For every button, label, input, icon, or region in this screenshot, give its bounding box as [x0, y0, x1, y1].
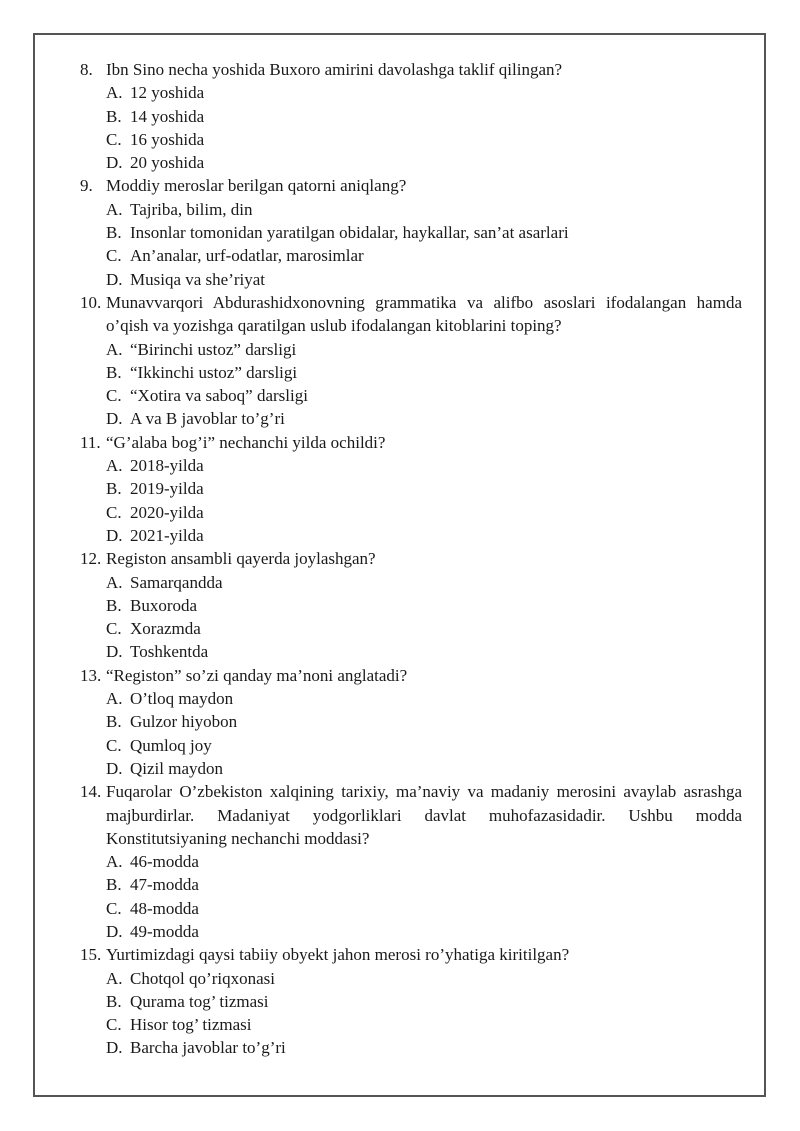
option-letter: C.: [106, 735, 122, 755]
option-text: 20 yoshida: [130, 153, 205, 173]
option-letter: A.: [106, 968, 123, 988]
option-letter: B.: [106, 223, 122, 243]
option-text: “Xotira va saboq” darsligi: [130, 386, 308, 406]
question-15: [80, 943, 742, 1059]
option-letter: C.: [106, 246, 122, 266]
option-letter: B.: [106, 875, 122, 895]
option-c: [80, 501, 742, 524]
option-c: [80, 617, 742, 640]
question-13: [80, 664, 742, 780]
option-b: [80, 221, 742, 244]
question-line: [80, 664, 742, 687]
option-letter: A.: [106, 199, 123, 219]
option-text: Toshkentda: [130, 642, 209, 662]
option-letter: A.: [106, 339, 123, 359]
option-letter: C.: [106, 386, 122, 406]
option-d: [80, 1036, 742, 1059]
option-d: [80, 151, 742, 174]
option-text: “Ikkinchi ustoz” darsligi: [130, 362, 298, 382]
option-text: Insonlar tomonidan yaratilgan obidalar, haykallar, san’at asarlari: [130, 223, 569, 243]
option-text: Tajriba, bilim, din: [130, 199, 253, 219]
option-text: Hisor tog’ tizmasi: [130, 1015, 252, 1035]
option-b: [80, 990, 742, 1013]
option-text: 48-modda: [130, 898, 199, 918]
option-d: [80, 757, 742, 780]
option-text: Gulzor hiyobon: [130, 712, 238, 732]
option-a: [80, 338, 742, 361]
option-b: [80, 477, 742, 500]
question-text: Moddiy meroslar berilgan qatorni aniqlang?: [106, 176, 407, 196]
question-number: 10.: [80, 292, 102, 312]
option-letter: A.: [106, 852, 123, 872]
option-letter: A.: [106, 572, 123, 592]
question-14: [80, 780, 742, 943]
question-line: [80, 291, 742, 338]
question-text: Ibn Sino necha yoshida Buxoro amirini davolashga taklif qilingan?: [106, 60, 563, 79]
option-letter: C.: [106, 619, 122, 639]
option-text: 2020-yilda: [130, 502, 204, 522]
question-number: 9.: [80, 176, 93, 196]
option-letter: B.: [106, 479, 122, 499]
option-text: Qumloq joy: [130, 735, 212, 755]
option-letter: D.: [106, 269, 123, 289]
option-letter: C.: [106, 129, 122, 149]
option-b: [80, 873, 742, 896]
option-letter: B.: [106, 712, 122, 732]
option-letter: D.: [106, 525, 123, 545]
option-text: Qurama tog’ tizmasi: [130, 991, 269, 1011]
option-text: O’tloq maydon: [130, 689, 234, 709]
question-text: Yurtimizdagi qaysi tabiiy obyekt jahon merosi ro’yhatiga kiritilgan?: [106, 945, 570, 965]
option-d: [80, 407, 742, 430]
option-b: [80, 594, 742, 617]
option-text: 49-modda: [130, 921, 199, 941]
question-text: Registon ansambli qayerda joylashgan?: [106, 549, 376, 569]
question-12: [80, 547, 742, 663]
option-c: [80, 1013, 742, 1036]
question-11: [80, 431, 742, 547]
option-text: 2018-yilda: [130, 456, 204, 476]
option-a: [80, 967, 742, 990]
option-letter: C.: [106, 1015, 122, 1035]
option-letter: A.: [106, 456, 123, 476]
option-text: 12 yoshida: [130, 83, 205, 103]
option-c: [80, 897, 742, 920]
question-number: 13.: [80, 665, 102, 685]
option-c: [80, 244, 742, 267]
option-letter: B.: [106, 595, 122, 615]
option-a: [80, 81, 742, 104]
option-c: [80, 734, 742, 757]
option-text: Barcha javoblar to’g’ri: [130, 1038, 286, 1058]
option-text: 46-modda: [130, 852, 199, 872]
question-10: [80, 291, 742, 431]
option-letter: B.: [106, 991, 122, 1011]
question-line: [80, 780, 742, 850]
question-8: [80, 58, 742, 174]
option-d: [80, 920, 742, 943]
question-line: [80, 943, 742, 966]
option-a: [80, 454, 742, 477]
option-letter: D.: [106, 1038, 123, 1058]
quiz-list: [80, 58, 742, 1060]
question-text: Munavvarqori Abdurashidxonovning grammatika va alifbo asoslari ifodalangan hamda o’qish va yozishga qaratilgan uslub ifodalangan kitoblarini toping?: [106, 292, 742, 336]
option-c: [80, 128, 742, 151]
option-text: Xorazmda: [130, 619, 201, 639]
question-number: 12.: [80, 549, 102, 569]
option-d: [80, 268, 742, 291]
option-b: [80, 105, 742, 128]
question-9: [80, 174, 742, 290]
option-a: [80, 850, 742, 873]
option-d: [80, 524, 742, 547]
option-text: Buxoroda: [130, 595, 198, 615]
option-text: A va B javoblar to’g’ri: [130, 409, 285, 429]
question-line: [80, 431, 742, 454]
option-text: 2019-yilda: [130, 479, 204, 499]
question-line: [80, 547, 742, 570]
question-line: [80, 58, 742, 81]
option-text: 2021-yilda: [130, 525, 204, 545]
option-text: “Birinchi ustoz” darsligi: [130, 339, 297, 359]
option-a: [80, 571, 742, 594]
option-letter: D.: [106, 409, 123, 429]
question-text: “G’alaba bog’i” nechanchi yilda ochildi?: [106, 432, 386, 452]
option-letter: D.: [106, 758, 123, 778]
question-number: 14.: [80, 782, 102, 802]
option-text: 16 yoshida: [130, 129, 205, 149]
option-text: An’analar, urf-odatlar, marosimlar: [130, 246, 364, 266]
option-a: [80, 687, 742, 710]
option-text: Samarqandda: [130, 572, 223, 592]
option-letter: C.: [106, 898, 122, 918]
option-text: Musiqa va she’riyat: [130, 269, 266, 289]
option-letter: D.: [106, 921, 123, 941]
question-number: 8.: [80, 60, 93, 79]
option-b: [80, 361, 742, 384]
question-number: 11.: [80, 432, 101, 452]
option-text: Chotqol qo’riqxonasi: [130, 968, 275, 988]
option-d: [80, 640, 742, 663]
option-text: 47-modda: [130, 875, 199, 895]
option-letter: D.: [106, 642, 123, 662]
option-letter: C.: [106, 502, 122, 522]
option-letter: D.: [106, 153, 123, 173]
option-text: Qizil maydon: [130, 758, 224, 778]
option-letter: B.: [106, 106, 122, 126]
option-letter: A.: [106, 83, 123, 103]
option-letter: B.: [106, 362, 122, 382]
question-line: [80, 174, 742, 197]
option-letter: A.: [106, 689, 123, 709]
option-a: [80, 198, 742, 221]
question-number: 15.: [80, 945, 102, 965]
option-b: [80, 710, 742, 733]
question-text: Fuqarolar O’zbekiston xalqining tarixiy, ma’naviy va madaniy merosini avaylab asrashga majburdirlar. Madaniyat yodgorliklari davlat muhofazasidadir. Ushbu modda Konstitutsiyaning nechanchi moddasi?: [106, 782, 742, 848]
question-text: “Registon” so’zi qanday ma’noni anglatadi?: [106, 665, 408, 685]
option-c: [80, 384, 742, 407]
option-text: 14 yoshida: [130, 106, 205, 126]
